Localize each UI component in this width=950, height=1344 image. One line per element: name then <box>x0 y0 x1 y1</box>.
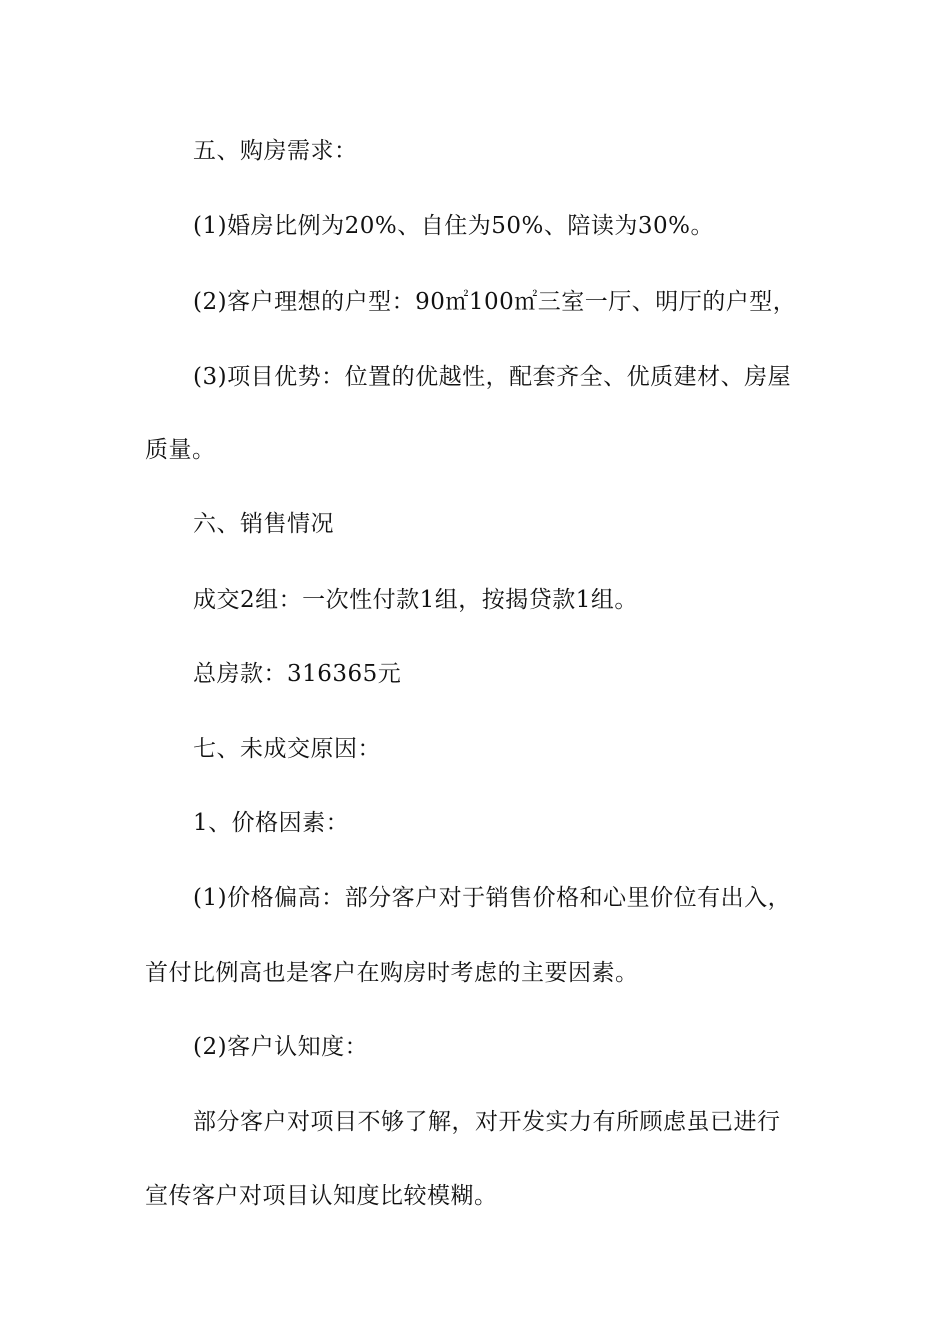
paragraph-line: (1)价格偏高：部分客户对于销售价格和心里价位有出入， <box>193 885 792 911</box>
subsection-heading-price: 1、价格因素： <box>193 810 350 836</box>
paragraph-line: (1)婚房比例为20%、自住为50%、陪读为30%。 <box>193 213 714 239</box>
paragraph-line: (3)项目优势：位置的优越性，配套齐全、优质建材、房屋 <box>193 364 792 390</box>
paragraph-line: (2)客户理想的户型：90㎡100㎡三室一厅、明厅的户型， <box>193 289 797 315</box>
paragraph-line: 成交2组：一次性付款1组，按揭贷款1组。 <box>193 587 638 613</box>
subsection-heading-awareness: (2)客户认知度： <box>193 1034 369 1060</box>
paragraph-line: 质量。 <box>145 437 216 463</box>
section-heading-sales: 六、销售情况 <box>193 511 334 537</box>
section-heading-unclosed-reasons: 七、未成交原因： <box>193 736 381 762</box>
paragraph-line: 总房款：316365元 <box>193 661 402 687</box>
paragraph-line: 宣传客户对项目认知度比较模糊。 <box>145 1183 498 1209</box>
section-heading-purchase-demand: 五、购房需求： <box>193 138 358 164</box>
paragraph-line: 部分客户对项目不够了解，对开发实力有所顾虑虽已进行 <box>193 1109 781 1135</box>
paragraph-line: 首付比例高也是客户在购房时考虑的主要因素。 <box>145 960 639 986</box>
